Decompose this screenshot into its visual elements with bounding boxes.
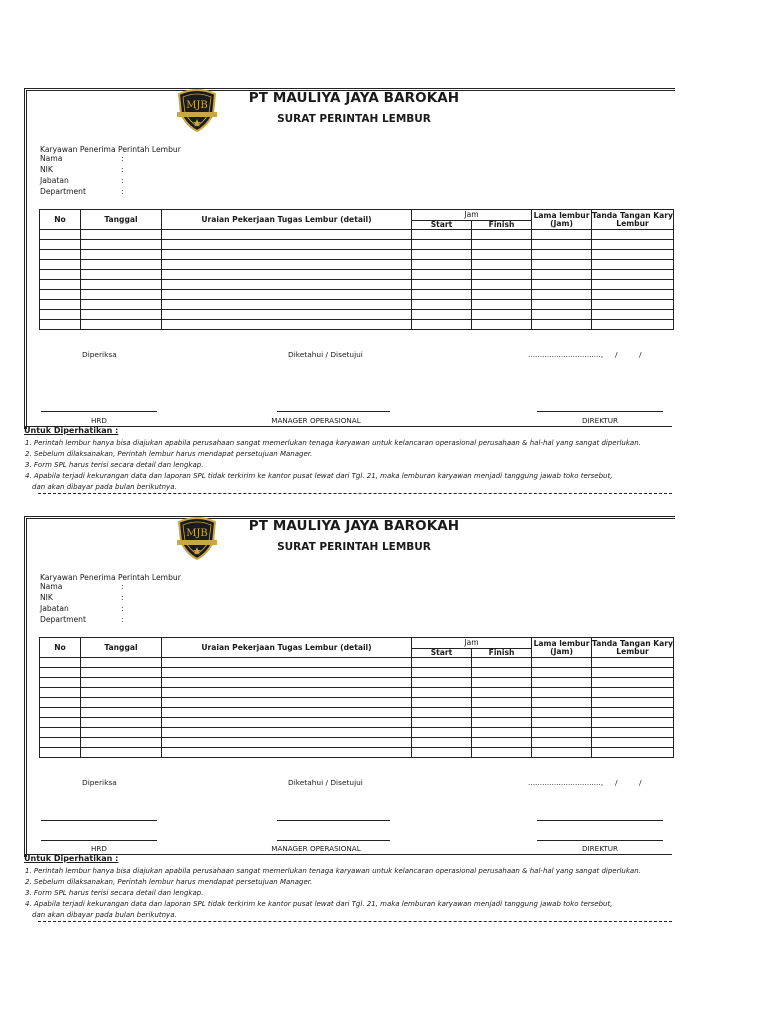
document-title: SURAT PERINTAH LEMBUR bbox=[277, 113, 431, 125]
date-slash: / bbox=[639, 350, 642, 359]
overtime-table bbox=[39, 209, 674, 330]
field-label-nama: Nama bbox=[40, 582, 63, 591]
label-diperiksa: Diperiksa bbox=[82, 350, 117, 359]
signer-hrd: HRD bbox=[91, 416, 107, 425]
label-diketahui: Diketahui / Disetujui bbox=[288, 778, 363, 787]
date-line: ..............................., bbox=[528, 778, 604, 787]
field-label-department: Department bbox=[40, 187, 86, 196]
col-header-no: No bbox=[40, 638, 81, 658]
overtime-form-2 bbox=[0, 516, 768, 936]
field-label-nik: NIK bbox=[40, 593, 53, 602]
signer-hrd: HRD bbox=[91, 844, 107, 853]
col-header-start: Start bbox=[412, 649, 472, 658]
field-label-jabatan: Jabatan bbox=[40, 604, 69, 613]
col-header-finish: Finish bbox=[472, 221, 532, 230]
note-3: 3. Form SPL harus terisi secara detail dan lengkap. bbox=[25, 889, 204, 897]
note-4-continued: dan akan dibayar pada bulan berikutnya. bbox=[32, 483, 177, 491]
table-row bbox=[40, 738, 674, 748]
signer-manager: MANAGER OPERASIONAL bbox=[271, 416, 361, 425]
date-slash: / bbox=[615, 350, 618, 359]
table-row bbox=[40, 678, 674, 688]
note-1: 1. Perintah lembur hanya bisa diajukan apabila perusahaan sangat memerlukan tenaga karyawan untuk kelancaran operasional perusahaan & hal-hal yang sangat diperlukan. bbox=[25, 867, 641, 875]
col-header-no: No bbox=[40, 210, 81, 230]
note-2: 2. Sebelum dilaksanakan, Perintah lembur harus mendapat persetujuan Manager. bbox=[25, 878, 313, 886]
table-row bbox=[40, 250, 674, 260]
col-header-uraian: Uraian Pekerjaan Tugas Lembur (detail) bbox=[162, 210, 412, 230]
table-row bbox=[40, 230, 674, 240]
section-divider bbox=[24, 854, 672, 855]
table-row bbox=[40, 280, 674, 290]
table-row bbox=[40, 668, 674, 678]
table-row bbox=[40, 728, 674, 738]
table-row bbox=[40, 658, 674, 668]
col-header-lama: Lama lembur (Jam) bbox=[532, 210, 592, 230]
signature-line-manager bbox=[277, 411, 390, 412]
cut-line bbox=[38, 493, 672, 494]
overtime-form-1 bbox=[0, 88, 768, 508]
signature-line-manager bbox=[277, 840, 390, 841]
overtime-table bbox=[39, 637, 674, 758]
table-row bbox=[40, 270, 674, 280]
field-colon: : bbox=[121, 187, 124, 196]
svg-text:MJB: MJB bbox=[186, 100, 208, 111]
employee-section-header: Karyawan Penerima Perintah Lembur bbox=[40, 573, 181, 582]
employee-section-header: Karyawan Penerima Perintah Lembur bbox=[40, 145, 181, 154]
table-row bbox=[40, 240, 674, 250]
signature-line-hrd bbox=[41, 411, 157, 412]
document-title: SURAT PERINTAH LEMBUR bbox=[277, 541, 431, 553]
field-colon: : bbox=[121, 176, 124, 185]
date-slash: / bbox=[639, 778, 642, 787]
note-3: 3. Form SPL harus terisi secara detail dan lengkap. bbox=[25, 461, 204, 469]
table-row bbox=[40, 310, 674, 320]
col-header-finish: Finish bbox=[472, 649, 532, 658]
field-colon: : bbox=[121, 615, 124, 624]
col-header-lama: Lama lembur (Jam) bbox=[532, 638, 592, 658]
signature-line-direktur bbox=[537, 840, 663, 841]
signature-line-direktur bbox=[537, 411, 663, 412]
signature-line-hrd bbox=[41, 840, 157, 841]
field-colon: : bbox=[121, 154, 124, 163]
signature-line-direktur bbox=[537, 820, 663, 821]
field-colon: : bbox=[121, 593, 124, 602]
col-header-uraian: Uraian Pekerjaan Tugas Lembur (detail) bbox=[162, 638, 412, 658]
signer-direktur: DIREKTUR bbox=[582, 844, 618, 853]
note-1: 1. Perintah lembur hanya bisa diajukan apabila perusahaan sangat memerlukan tenaga karyawan untuk kelancaran operasional perusahaan & hal-hal yang sangat diperlukan. bbox=[25, 439, 641, 447]
label-diperiksa: Diperiksa bbox=[82, 778, 117, 787]
field-label-nik: NIK bbox=[40, 165, 53, 174]
note-4: 4. Apabila terjadi kekurangan data dan laporan SPL tidak terkirim ke kantor pusat lewat dari Tgl. 21, maka lemburan karyawan menjadi tanggung jawab toko tersebut, bbox=[25, 900, 613, 908]
section-divider bbox=[24, 426, 672, 427]
table-row bbox=[40, 688, 674, 698]
col-header-tanda-tangan: Tanda Tangan Kary Lembur bbox=[592, 210, 673, 228]
field-colon: : bbox=[121, 582, 124, 591]
label-diketahui: Diketahui / Disetujui bbox=[288, 350, 363, 359]
col-header-tanda-tangan: Tanda Tangan Kary Lembur bbox=[592, 638, 673, 656]
field-colon: : bbox=[121, 604, 124, 613]
field-label-nama: Nama bbox=[40, 154, 63, 163]
table-row bbox=[40, 300, 674, 310]
company-name: PT MAULIYA JAYA BAROKAH bbox=[248, 518, 460, 534]
col-header-tanggal: Tanggal bbox=[81, 210, 162, 230]
col-header-jam: Jam bbox=[412, 210, 532, 221]
company-logo-icon bbox=[174, 514, 220, 560]
field-colon: : bbox=[121, 165, 124, 174]
note-4-continued: dan akan dibayar pada bulan berikutnya. bbox=[32, 911, 177, 919]
table-row bbox=[40, 718, 674, 728]
cut-line bbox=[38, 921, 672, 922]
date-slash: / bbox=[615, 778, 618, 787]
col-header-start: Start bbox=[412, 221, 472, 230]
note-2: 2. Sebelum dilaksanakan, Perintah lembur harus mendapat persetujuan Manager. bbox=[25, 450, 313, 458]
signature-line-hrd bbox=[41, 820, 157, 821]
col-header-jam: Jam bbox=[412, 638, 532, 649]
date-line: ..............................., bbox=[528, 350, 604, 359]
svg-text:MJB: MJB bbox=[186, 528, 208, 539]
signer-manager: MANAGER OPERASIONAL bbox=[271, 844, 361, 853]
table-row bbox=[40, 698, 674, 708]
table-row bbox=[40, 708, 674, 718]
table-row bbox=[40, 748, 674, 758]
table-row bbox=[40, 260, 674, 270]
company-name: PT MAULIYA JAYA BAROKAH bbox=[248, 90, 460, 106]
signature-line-manager bbox=[277, 820, 390, 821]
company-logo-icon bbox=[174, 86, 220, 132]
notes-title: Untuk Diperhatikan : bbox=[24, 426, 119, 435]
signer-direktur: DIREKTUR bbox=[582, 416, 618, 425]
note-4: 4. Apabila terjadi kekurangan data dan laporan SPL tidak terkirim ke kantor pusat lewat dari Tgl. 21, maka lemburan karyawan menjadi tanggung jawab toko tersebut, bbox=[25, 472, 613, 480]
field-label-department: Department bbox=[40, 615, 86, 624]
col-header-tanggal: Tanggal bbox=[81, 638, 162, 658]
field-label-jabatan: Jabatan bbox=[40, 176, 69, 185]
notes-title: Untuk Diperhatikan : bbox=[24, 854, 119, 863]
table-row bbox=[40, 290, 674, 300]
table-row bbox=[40, 320, 674, 330]
